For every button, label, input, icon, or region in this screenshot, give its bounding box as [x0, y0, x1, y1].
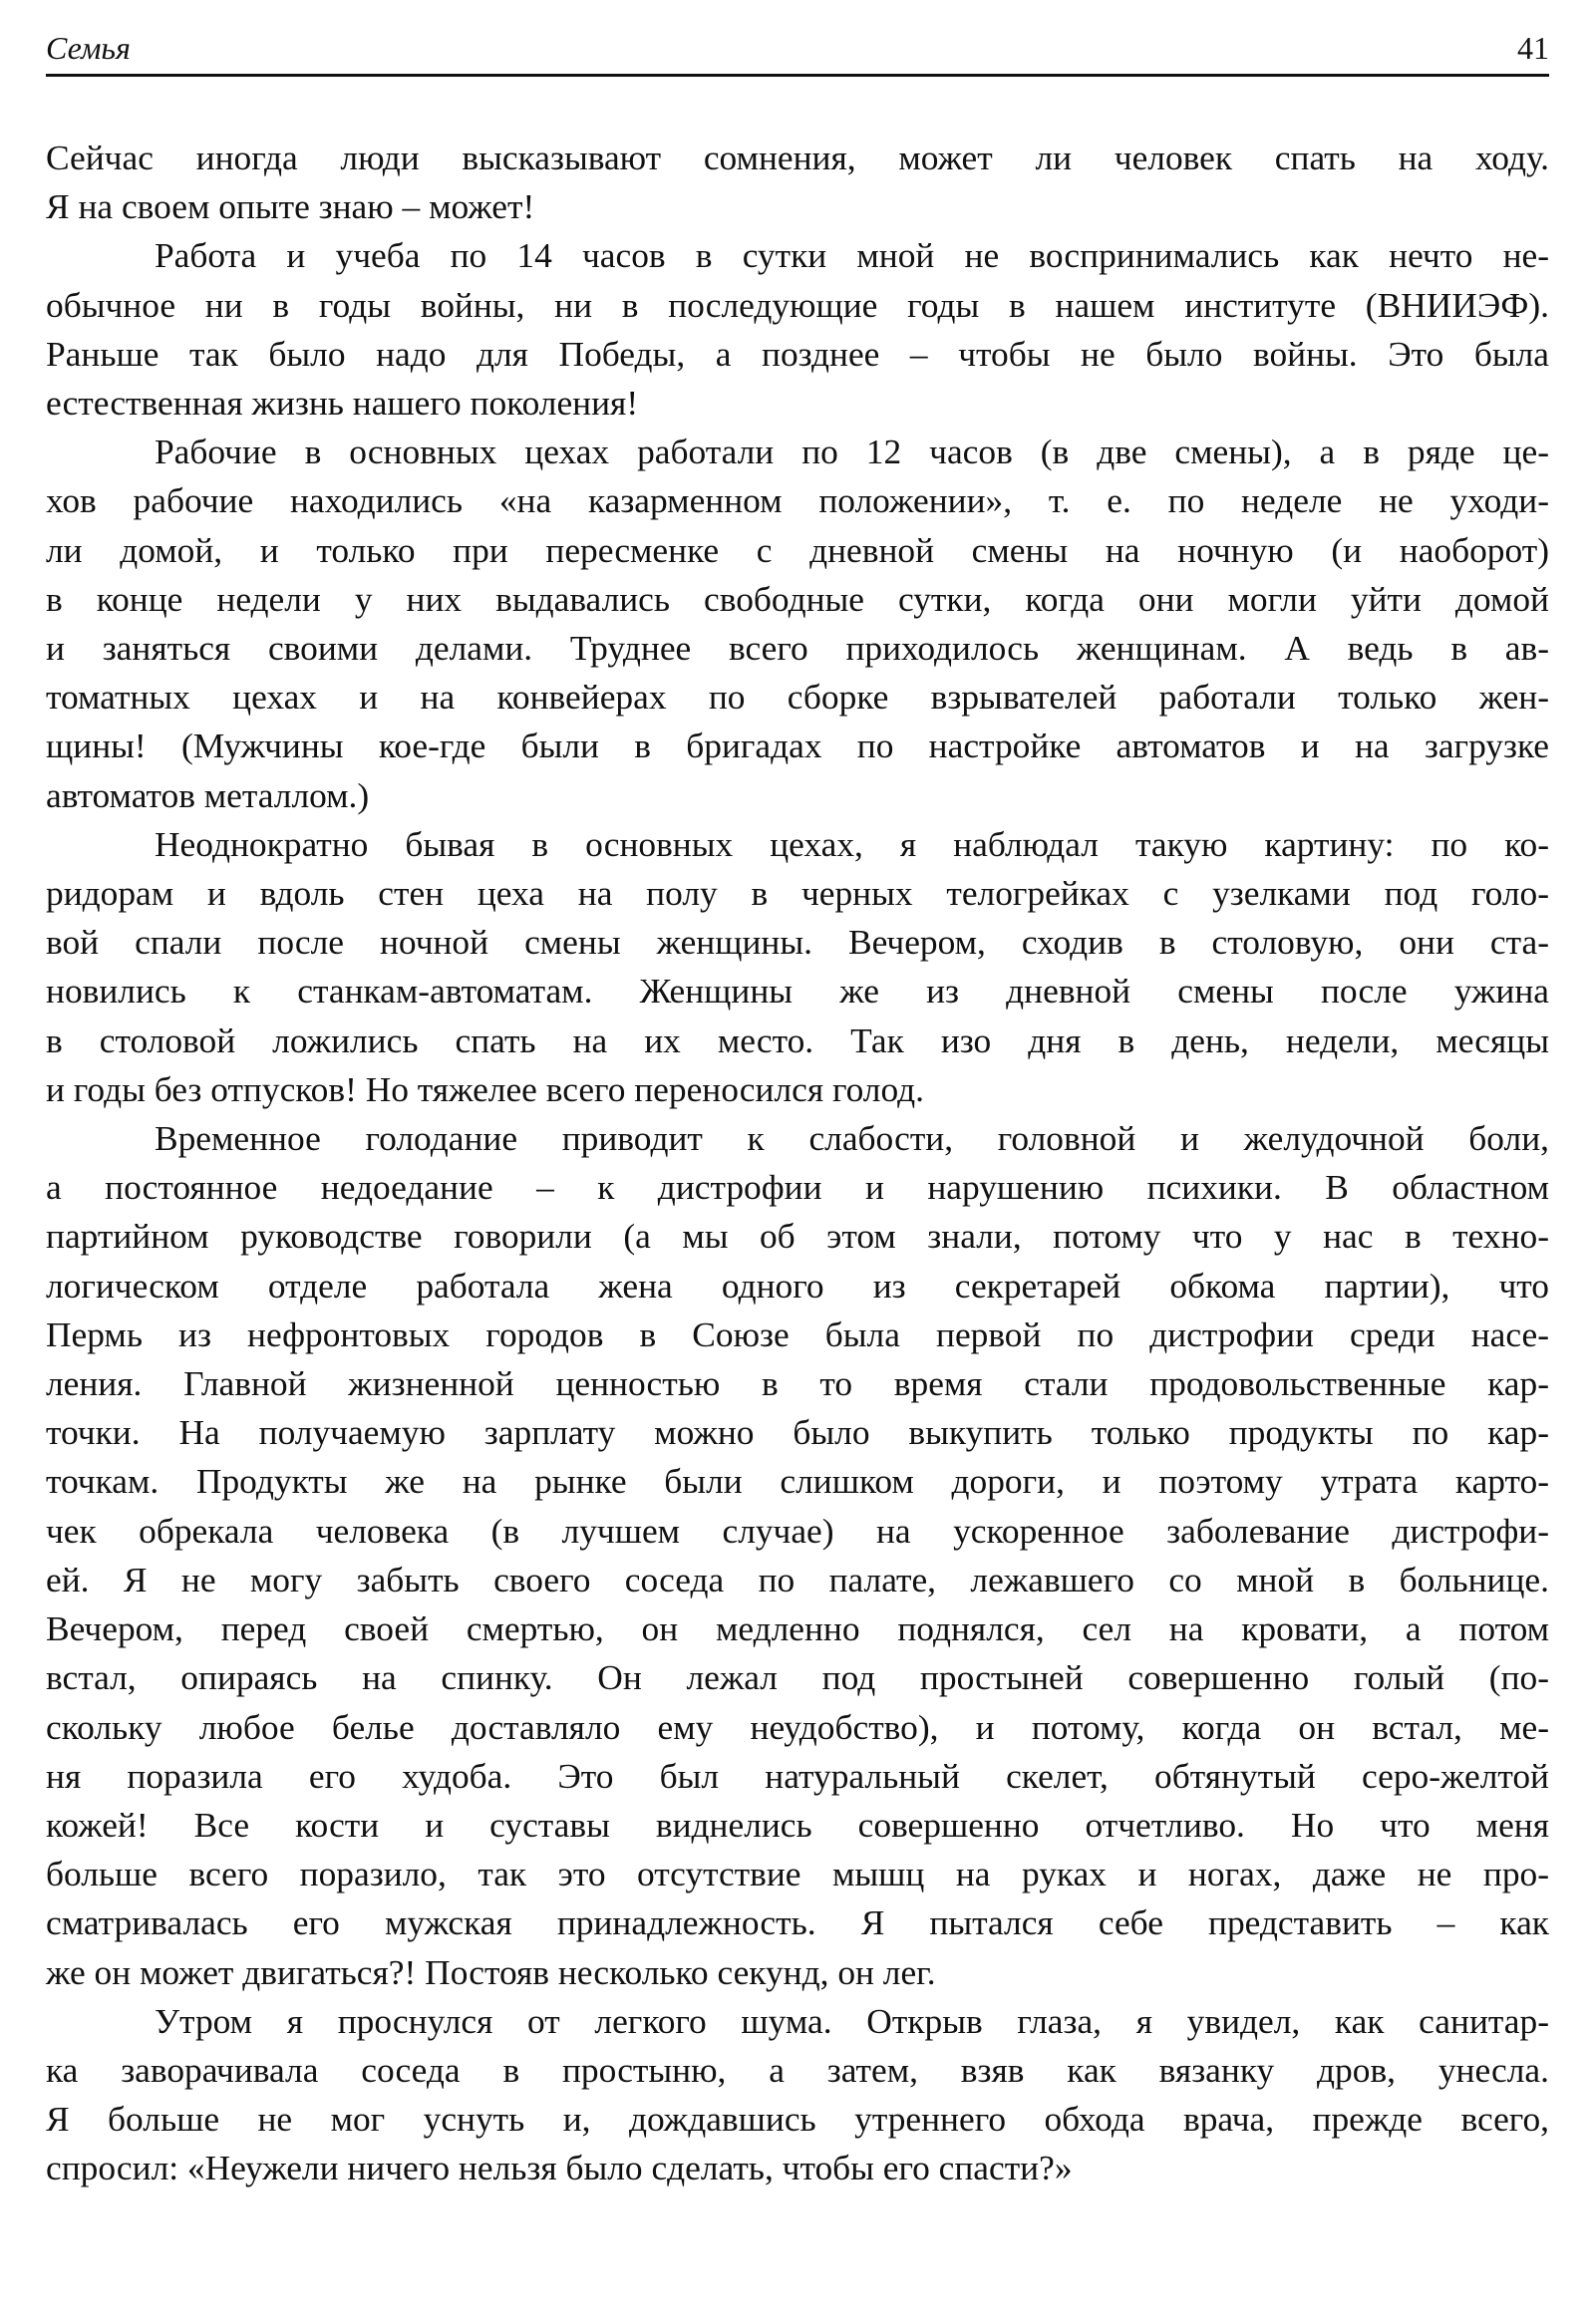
- paragraph-3: [46, 428, 1549, 820]
- text-line: ка заворачивала соседа в простыню, а затем, взяв как вязанку дров, унесла.: [46, 2049, 1549, 2090]
- text-line: Я на своем опыте знаю – может!: [46, 186, 535, 227]
- text-line: новились к станкам-автоматам. Женщины же из дневной смены после ужина: [46, 971, 1549, 1012]
- text-line: хов рабочие находились «на казарменном положении», т. е. по неделе не уходи-: [46, 480, 1549, 521]
- paragraph-4: [46, 820, 1549, 1114]
- text-line: Временное голодание приводит к слабости, головной и желудочной боли,: [155, 1118, 1549, 1159]
- text-line: точки. На получаемую зарплату можно было выкупить только продукты по кар-: [46, 1412, 1549, 1453]
- text-line: обычное ни в годы войны, ни в последующие годы в нашем институте (ВНИИЭФ).: [46, 284, 1549, 325]
- paragraph-2: [46, 231, 1549, 428]
- page-number: 41: [1517, 30, 1549, 66]
- paragraph-5: [46, 1114, 1549, 1997]
- text-line: Сейчас иногда люди высказывают сомнения, может ли человек спать на ходу.: [46, 138, 1549, 177]
- text-line: встал, опираясь на спинку. Он лежал под простыней совершенно голый (по-: [46, 1657, 1549, 1698]
- paragraph-6: [46, 1997, 1549, 2193]
- text-line: вой спали после ночной смены женщины. Вечером, сходив в столовую, они ста-: [46, 922, 1549, 963]
- text-line: Работа и учеба по 14 часов в сутки мной не воспринимались как нечто не-: [155, 235, 1549, 276]
- text-line: и заняться своими делами. Труднее всего приходилось женщинам. А ведь в ав-: [46, 628, 1549, 669]
- text-line: в столовой ложились спать на их место. Так изо дня в день, недели, месяцы: [46, 1019, 1549, 1060]
- text-line: ей. Я не могу забыть своего соседа по палате, лежавшего со мной в больнице.: [46, 1559, 1549, 1599]
- text-line: точкам. Продукты же на рынке были слишком дороги, и поэтому утрата карто-: [46, 1461, 1549, 1502]
- text-line: томатных цехах и на конвейерах по сборке взрывателей работали только жен-: [46, 677, 1549, 718]
- text-line: Пермь из нефронтовых городов в Союзе была первой по дистрофии среди насе-: [46, 1313, 1549, 1354]
- text-line: логическом отделе работала жена одного из секретарей обкома партии), что: [46, 1265, 1549, 1306]
- text-line: в конце недели у них выдавались свободные сутки, когда они могли уйти домой: [46, 578, 1549, 619]
- text-line: сматривалась его мужская принадлежность. Я пытался себе представить – как: [46, 1902, 1549, 1943]
- text-line: и годы без отпусков! Но тяжелее всего переносился голод.: [46, 1068, 924, 1109]
- section-title: Семья: [46, 30, 131, 66]
- text-line: а постоянное недоедание – к дистрофии и нарушению психики. В областном: [46, 1167, 1549, 1208]
- text-line: Раньше так было надо для Победы, а позднее – чтобы не было войны. Это была: [46, 333, 1549, 374]
- text-line: щины! (Мужчины кое-где были в бригадах по настройке автоматов и на загрузке: [46, 726, 1549, 766]
- text-line: кожей! Все кости и суставы виднелись совершенно отчетливо. Но что меня: [46, 1804, 1549, 1845]
- text-line: ня поразила его худоба. Это был натуральный скелет, обтянутый серо-желтой: [46, 1755, 1549, 1796]
- text-line: Неоднократно бывая в основных цехах, я наблюдал такую картину: по ко-: [155, 823, 1549, 864]
- text-line: партийном руководстве говорили (а мы об этом знали, потому что у нас в техно-: [46, 1216, 1549, 1257]
- body-text: [46, 134, 1549, 2193]
- text-line: же он может двигаться?! Постояв несколько секунд, он лег.: [46, 1951, 936, 1992]
- text-line: чек обрекала человека (в лучшем случае) на ускоренное заболевание дистрофи-: [46, 1510, 1549, 1551]
- text-line: Вечером, перед своей смертью, он медленно поднялся, сел на кровати, а потом: [46, 1608, 1549, 1649]
- text-line: больше всего поразило, так это отсутствие мышц на руках и ногах, даже не про-: [46, 1854, 1549, 1894]
- text-line: спросил: «Неужели ничего нельзя было сделать, чтобы его спасти?»: [46, 2148, 1073, 2188]
- text-line: автоматов металлом.): [46, 774, 370, 815]
- running-header: [46, 26, 1549, 77]
- text-line: ридорам и вдоль стен цеха на полу в черных телогрейках с узелками под голо-: [46, 873, 1549, 914]
- text-line: ли домой, и только при пересменке с дневной смены на ночную (и наоборот): [46, 529, 1549, 570]
- text-line: ления. Главной жизненной ценностью в то время стали продовольственные кар-: [46, 1363, 1549, 1404]
- text-line: Рабочие в основных цехах работали по 12 часов (в две смены), а в ряде це-: [155, 432, 1549, 472]
- text-line: Я больше не мог уснуть и, дождавшись утреннего обхода врача, прежде всего,: [46, 2099, 1549, 2140]
- paragraph-1: [46, 134, 1549, 231]
- text-line: Утром я проснулся от легкого шума. Открыв глаза, я увидел, как санитар-: [155, 2000, 1549, 2041]
- text-line: естественная жизнь нашего поколения!: [46, 383, 639, 424]
- text-line: скольку любое белье доставляло ему неудобство), и потому, когда он встал, ме-: [46, 1706, 1549, 1747]
